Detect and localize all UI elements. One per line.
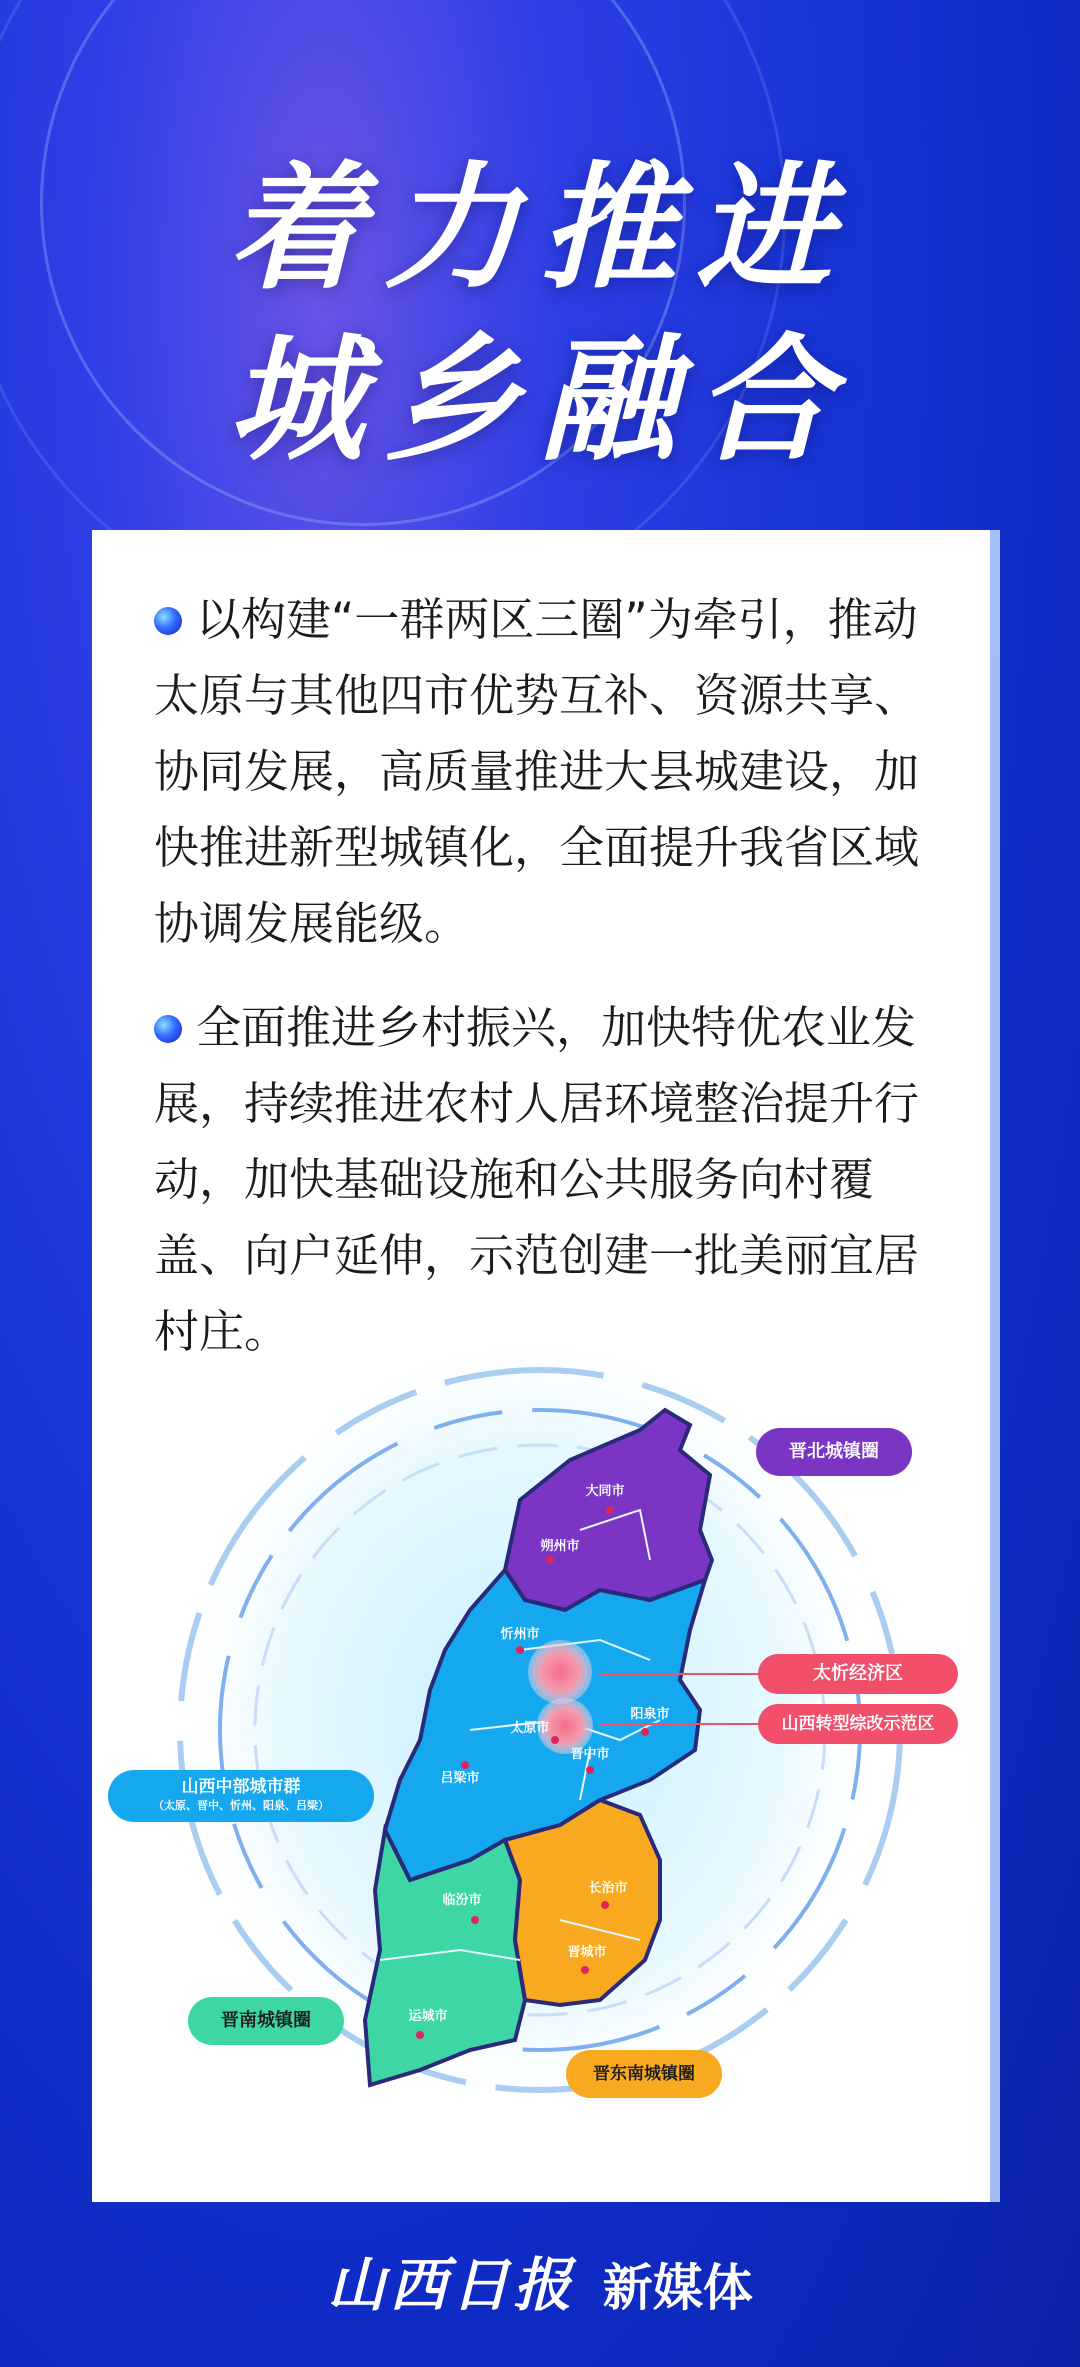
city-label-xinzhou: 忻州市 <box>500 1627 540 1642</box>
shanxi-map-illustration <box>0 1300 1080 2160</box>
brand-suffix: 新媒体 <box>602 2259 753 2317</box>
city-label-yuncheng: 运城市 <box>408 2009 448 2024</box>
brand-logo-script: 山西日报 <box>327 2251 576 2319</box>
tag-central-subtitle: （太原、晋中、忻州、阳泉、吕梁） <box>153 1799 329 1812</box>
paragraph-1: 以构建“一群两区三圈”为牵引，推动太原与其他四市优势互补、资源共享、协同发展，高质量推进大县城建设，加快推进新型城镇化，全面提升我省区域协调发展能级。 <box>154 593 920 950</box>
city-label-linfen: 临汾市 <box>442 1893 482 1908</box>
tag-north-circle: 晋北城镇圈 <box>756 1428 912 1476</box>
page-title-line1: 着力推进 <box>228 150 852 308</box>
city-label-yangquan: 阳泉市 <box>630 1707 670 1722</box>
city-label-changzhi: 长治市 <box>588 1881 628 1896</box>
city-label-taiyuan: 太原市 <box>510 1721 550 1736</box>
footer-brand <box>0 2238 1080 2322</box>
marker-taixin <box>528 1640 592 1704</box>
page-title-line2: 城乡融合 <box>228 322 852 480</box>
tag-southeast-circle: 晋东南城镇圈 <box>566 2050 722 2098</box>
city-label-shuozhou: 朔州市 <box>540 1539 580 1554</box>
tag-central-cluster <box>108 1770 374 1822</box>
bullet-icon <box>154 1015 182 1043</box>
city-label-datong: 大同市 <box>585 1484 625 1499</box>
tag-taixin-zone: 太忻经济区 <box>758 1654 958 1694</box>
tag-central-title: 山西中部城市群 <box>181 1777 301 1797</box>
bullet-icon <box>154 607 182 635</box>
tag-south-circle: 晋南城镇圈 <box>188 1997 344 2045</box>
paragraph-2: 全面推进乡村振兴，加快特优农业发展，持续推进农村人居环境整治提升行动，加快基础设施和公共服务向村覆盖、向户延伸，示范创建一批美丽宜居村庄。 <box>154 1001 920 1358</box>
tag-reform-zone: 山西转型综改示范区 <box>758 1704 958 1744</box>
city-label-lvliang: 吕梁市 <box>440 1771 480 1786</box>
city-label-jinzhong: 晋中市 <box>570 1747 610 1762</box>
city-label-jincheng: 晋城市 <box>567 1945 607 1960</box>
